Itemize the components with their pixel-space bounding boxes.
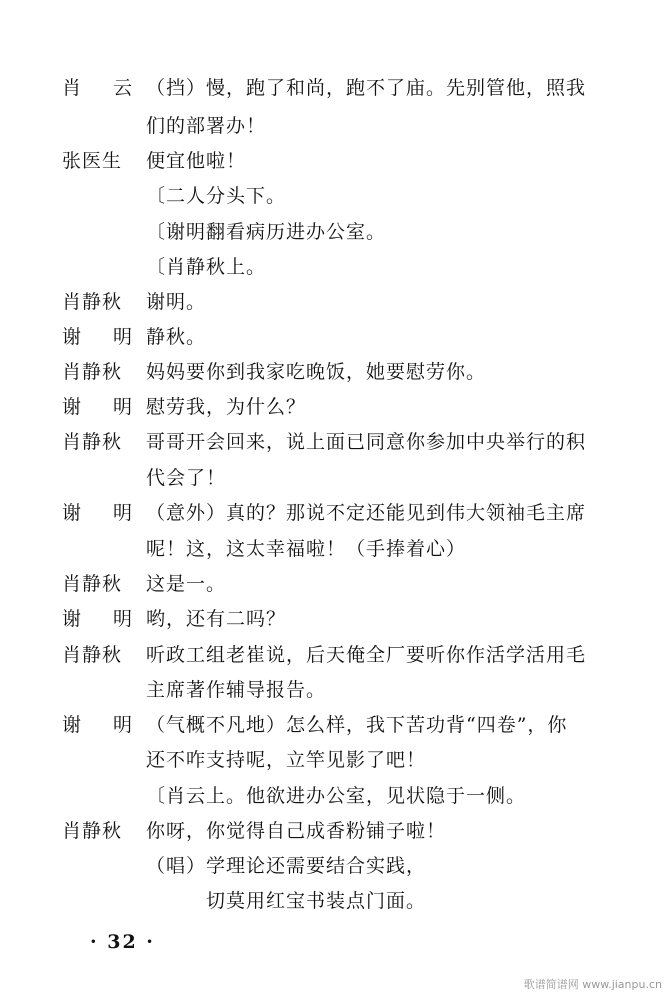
dialogue-line: 哟，还有二吗？ bbox=[146, 608, 287, 630]
speaker-label: 肖静秋 bbox=[62, 431, 123, 453]
song-line: （唱）学理论还需要结合实践， bbox=[146, 855, 427, 877]
dialogue-line: 这是一。 bbox=[146, 573, 227, 595]
speaker-label: 谢 明 bbox=[62, 608, 146, 630]
dialogue-line: 谢明。 bbox=[146, 291, 207, 313]
speaker-label: 谢 明 bbox=[62, 396, 146, 418]
dialogue-line: 代会了！ bbox=[146, 467, 227, 489]
dialogue-line: 主席著作辅导报告。 bbox=[146, 679, 327, 701]
speaker-label: 谢 明 bbox=[62, 714, 146, 736]
watermark: 歌谱简谱网 www.jianpu.cn bbox=[523, 978, 662, 991]
stage-direction: 〔谢明翻看病历进办公室。 bbox=[146, 221, 387, 243]
dialogue-line: 听政工组老崔说，后天俺全厂要听你作活学活用毛 bbox=[146, 644, 587, 666]
dialogue-line: 妈妈要你到我家吃晚饭，她要慰劳你。 bbox=[146, 361, 487, 383]
speaker-label: 肖静秋 bbox=[62, 361, 123, 383]
dialogue-line: 还不咋支持呢，立竿见影了吧！ bbox=[146, 749, 427, 771]
dialogue-line: （挡）慢，跑了和尚，跑不了庙。先别管他，照我 bbox=[146, 77, 587, 99]
dialogue-line: （意外）真的？那说不定还能见到伟大领袖毛主席 bbox=[146, 502, 587, 524]
speaker-label: 肖 云 bbox=[62, 77, 146, 99]
speaker-label: 肖静秋 bbox=[62, 820, 123, 842]
stage-direction: 〔肖云上。他欲进办公室，见状隐于一侧。 bbox=[146, 785, 527, 807]
stage-direction: 〔二人分头下。 bbox=[146, 185, 287, 207]
speaker-label: 肖静秋 bbox=[62, 573, 123, 595]
speaker-label: 张医生 bbox=[62, 150, 123, 172]
dialogue-line: 你呀，你觉得自己成香粉铺子啦！ bbox=[146, 820, 447, 842]
dialogue-line: （气概不凡地）怎么样，我下苦功背“四卷”，你 bbox=[146, 714, 568, 736]
song-line: 切莫用红宝书装点门面。 bbox=[206, 890, 427, 912]
stage-direction: 〔肖静秋上。 bbox=[146, 256, 267, 278]
dialogue-line: 哥哥开会回来，说上面已同意你参加中央举行的积 bbox=[146, 431, 587, 453]
speaker-label: 肖静秋 bbox=[62, 644, 123, 666]
speaker-label: 谢 明 bbox=[62, 502, 146, 524]
dialogue-line: 静秋。 bbox=[146, 326, 207, 348]
speaker-label: 肖静秋 bbox=[62, 291, 123, 313]
page-number: · 32 · bbox=[90, 931, 155, 953]
speaker-label: 谢 明 bbox=[62, 326, 146, 348]
dialogue-line: 便宜他啦！ bbox=[146, 150, 247, 172]
dialogue-line: 们的部署办！ bbox=[146, 115, 267, 137]
dialogue-line: 呢！这，这太幸福啦！（手捧着心） bbox=[146, 538, 467, 560]
dialogue-line: 慰劳我，为什么？ bbox=[146, 396, 307, 418]
